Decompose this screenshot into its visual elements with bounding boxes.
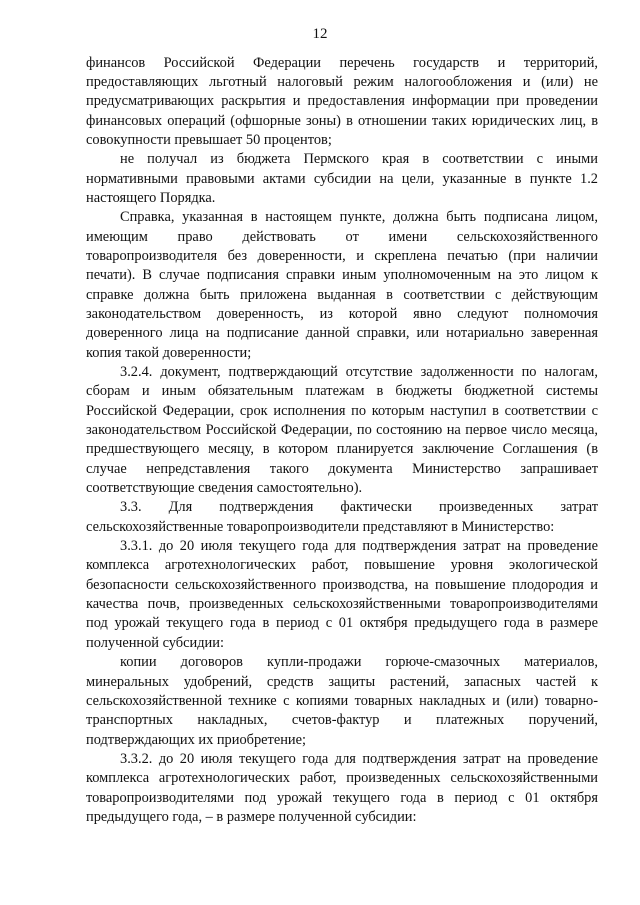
paragraph-no-budget-subsidy: не получал из бюджета Пермского края в соответствии с иными нормативными правовыми актами субсидии на цели, указанные в пункте 1.2 настоящего Порядка. xyxy=(86,151,598,206)
paragraph-3-3-1-agro-works: 3.3.1. до 20 июля текущего года для подтверждения затрат на проведение комплекса агротехнологических работ, повышение уровня экологической безопасности сельскохозяйственного производства, на повышение плодородия и качества почв, произведенных сельскохозяйственными товаропроизводителями под урожай текущего года в период с 01 октября предыдущего года в размере полученной субсидии: xyxy=(86,538,598,651)
paragraph-3-3-2-agro-works: 3.3.2. до 20 июля текущего года для подтверждения затрат на проведение комплекса агротехнологических работ, произведенных сельскохозяйственными товаропроизводителями под урожай текущего года в период с 01 октября предыдущего года, – в размере полученной субсидии: xyxy=(86,750,598,825)
paragraph-contract-copies: копии договоров купли-продажи горюче-смазочных материалов, минеральных удобрений, средств защиты растений, запасных частей к сельскохозяйственной технике с копиями товарных накладных и (или) товарно-транспортных накладных, счетов-фактур и платежных поручений, подтверждающих их приобретение; xyxy=(86,654,598,748)
paragraph-offshore-continuation: финансов Российской Федерации перечень государств и территорий, предоставляющих льготный налоговый режим налогообложения и (или) не предусматривающих раскрытия и предоставления информации при проведении финансовых операций (офшорные зоны) в отношении таких юридических лиц, в совокупности превышает 50 процентов; xyxy=(86,54,598,148)
paragraph-3-2-4-tax-debt: 3.2.4. документ, подтверждающий отсутствие задолженности по налогам, сборам и иным обязательным платежам в бюджеты бюджетной системы Российской Федерации, срок исполнения по которым наступил в соответствии с законодательством Российской Федерации, по состоянию на первое число месяца, предшествующего месяцу, в котором планируется заключение Соглашения (в случае непредставления такого документа Министерство запрашивает соответствующие сведения самостоятельно). xyxy=(86,364,598,497)
document-body xyxy=(86,54,598,828)
paragraph-3-3-cost-confirmation: 3.3. Для подтверждения фактически произведенных затрат сельскохозяйственные товаропроизводители представляют в Министерство: xyxy=(86,499,598,535)
page-number: 12 xyxy=(312,26,328,42)
paragraph-certificate-signature: Справка, указанная в настоящем пункте, должна быть подписана лицом, имеющим право действовать от имени сельскохозяйственного товаропроизводителя без доверенности, и скреплена печатью (при наличии печати). В случае подписания справки иным уполномоченным на это лицом к справке должна быть приложена выданная в соответствии с действующим законодательством доверенность, из которой явно следуют полномочия доверенного лица на подписание данной справки, или нотариально заверенная копия такой доверенности; xyxy=(86,209,598,361)
